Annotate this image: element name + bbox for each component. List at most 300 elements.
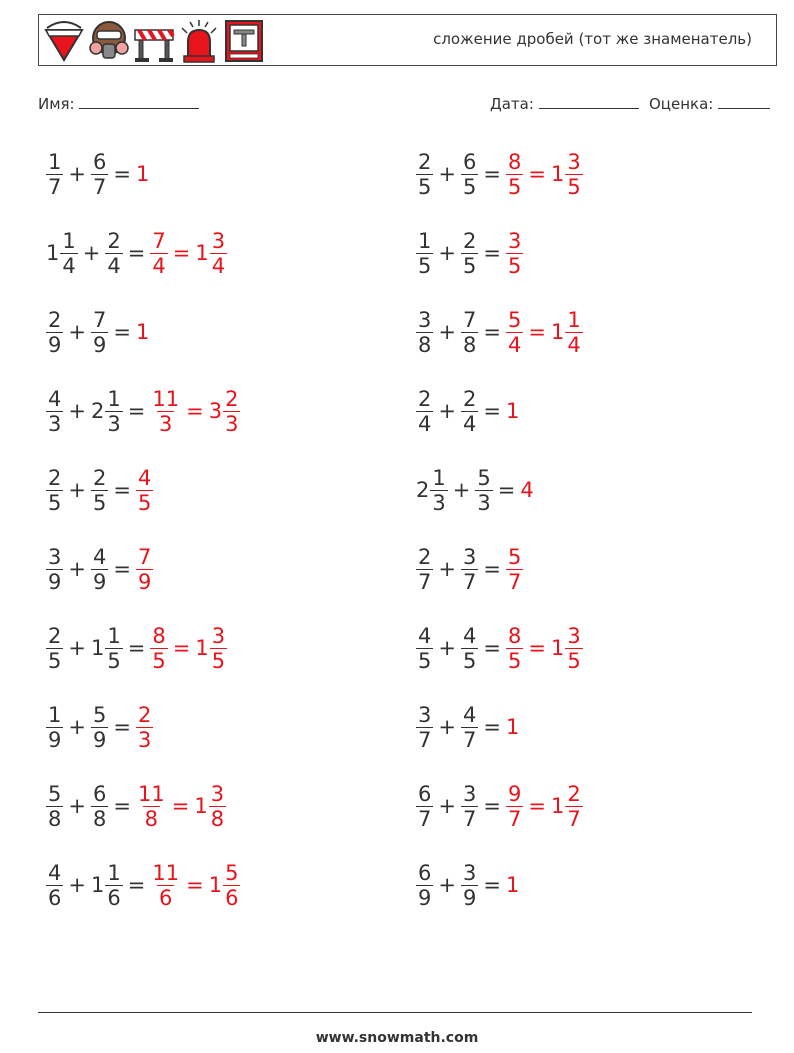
fraction [565,150,582,199]
equals-sign: = [483,636,501,660]
fraction [91,466,108,515]
plus-sign: + [438,636,456,660]
denominator: 3 [137,727,152,752]
denominator: 4 [152,253,166,278]
fraction [46,466,63,515]
equals-sign: = [483,162,501,186]
fraction [461,545,478,594]
gas-mask-icon [88,18,130,64]
denominator: 7 [567,806,581,831]
answer-term [551,624,583,673]
numerator: 3 [567,623,581,648]
problem-item [46,539,153,599]
problem-item [46,302,150,362]
addend-b [91,861,123,910]
numerator: 6 [92,781,107,806]
fraction [223,387,240,436]
answer-term [506,399,520,423]
answer [136,703,153,752]
numerator: 4 [418,623,432,648]
equals-sign: = [483,715,501,739]
addend-b [461,545,478,594]
answer-term [506,782,523,831]
fraction [565,624,582,673]
denominator: 5 [137,490,152,515]
denominator: 3 [432,490,446,515]
numerator: 3 [507,228,522,253]
fraction [416,229,433,278]
plus-sign: + [68,794,86,818]
numerator: 4 [462,702,477,727]
fraction [475,466,492,515]
answer [506,150,583,199]
whole-number: 3 [208,399,223,423]
addend-b [461,861,478,910]
answer-term [150,387,181,436]
equals-sign: = [172,241,191,265]
equals-sign: = [113,557,131,581]
name-field [38,94,199,113]
whole-number: 1 [505,715,520,739]
problem-item [416,144,583,204]
fraction [46,308,63,357]
numerator: 3 [210,781,225,806]
problem-item [46,460,153,520]
numerator: 2 [462,228,477,253]
answer [506,229,523,278]
addend-b [461,229,478,278]
addend-a [46,703,63,752]
siren-icon [178,18,220,64]
answer [136,162,150,186]
numerator: 1 [418,228,432,253]
numerator: 2 [48,465,62,490]
problem-item [416,697,520,757]
fraction [416,387,433,436]
numerator: 2 [48,623,62,648]
denominator: 8 [418,332,432,357]
answer [506,624,583,673]
denominator: 5 [567,174,581,199]
equals-sign: = [172,636,191,660]
numerator: 1 [48,149,62,174]
equals-sign: = [186,399,204,423]
numerator: 2 [418,386,432,411]
whole-number: 1 [550,320,565,344]
numerator: 8 [507,149,522,174]
whole-number: 1 [46,241,60,265]
denominator: 4 [107,253,121,278]
plus-sign: + [82,241,101,265]
equals-sign: = [483,241,501,265]
fraction [416,150,433,199]
whole-number: 1 [550,794,565,818]
addend-b [91,782,108,831]
numerator: 1 [62,228,76,253]
fraction [565,308,582,357]
plus-sign: + [452,478,471,502]
fraction [461,624,478,673]
plus-sign: + [68,399,86,423]
addend-a [46,545,63,594]
fraction [416,308,433,357]
numerator: 5 [507,307,522,332]
equals-sign: = [186,873,204,897]
numerator: 1 [107,623,121,648]
denominator: 4 [418,411,432,436]
answer [150,229,227,278]
fraction [209,782,226,831]
answer-term [506,873,520,897]
fraction [91,703,108,752]
denominator: 9 [48,727,62,752]
fraction [136,466,153,515]
answer [150,861,240,910]
plus-sign: + [438,399,456,423]
fraction [461,782,478,831]
denominator: 7 [418,806,432,831]
fraction [91,545,108,594]
numerator: 6 [462,149,477,174]
denominator: 5 [107,648,121,673]
numerator: 3 [211,228,226,253]
fraction [506,229,523,278]
addend-b [91,466,108,515]
denominator: 9 [462,885,477,910]
fraction [461,150,478,199]
numerator: 4 [48,860,62,885]
equals-sign: = [127,399,146,423]
denominator: 7 [462,569,477,594]
problem-item [416,776,583,836]
equals-sign: = [483,557,501,581]
plus-sign: + [68,873,86,897]
plus-sign: + [438,715,456,739]
problem-item [416,460,535,520]
answer [506,715,520,739]
plus-sign: + [438,873,456,897]
numerator: 2 [48,307,62,332]
numerator: 2 [418,544,432,569]
answer [150,387,240,436]
denominator: 9 [418,885,432,910]
denominator: 6 [225,885,239,910]
addend-a [416,466,448,515]
numerator: 6 [92,149,107,174]
answer [136,545,153,594]
fraction [46,703,63,752]
numerator: 5 [507,544,522,569]
denominator: 8 [48,806,62,831]
problem-item [46,776,226,836]
answer-term [136,782,167,831]
whole-number: 1 [90,636,105,660]
answer-term [209,861,241,910]
denominator: 4 [567,332,581,357]
numerator: 4 [92,544,107,569]
addend-a [46,782,63,831]
denominator: 6 [48,885,62,910]
numerator: 5 [48,781,62,806]
whole-number: 1 [550,636,565,660]
problem-item [416,855,520,915]
problem-item [416,618,583,678]
name-label: Имя: [38,95,75,113]
denominator: 9 [137,569,152,594]
addend-b [461,308,478,357]
fraction [416,624,433,673]
whole-number: 2 [416,478,430,502]
denominator: 5 [418,253,432,278]
fraction [150,624,167,673]
answer-term [136,466,153,515]
grade-field [649,94,770,113]
numerator: 1 [567,307,581,332]
denominator: 7 [507,806,522,831]
fraction [46,545,63,594]
addend-b [461,782,478,831]
addend-a [416,861,433,910]
numerator: 6 [418,781,432,806]
whole-number: 1 [195,241,209,265]
addend-b [461,387,478,436]
answer [136,782,226,831]
grade-blank[interactable] [718,94,770,109]
addend-a [46,466,63,515]
numerator: 3 [462,781,477,806]
addend-a [416,782,433,831]
whole-number: 1 [135,320,150,344]
fraction [210,229,227,278]
fraction [430,466,447,515]
equals-sign: = [113,320,131,344]
answer [506,545,523,594]
addend-a [416,308,433,357]
whole-number: 1 [194,794,208,818]
plus-sign: + [438,557,456,581]
fraction [210,624,227,673]
plus-sign: + [438,794,456,818]
equals-sign: = [113,794,131,818]
answer-term [506,715,520,739]
answer [136,320,150,344]
problem-item [46,223,227,283]
denominator: 3 [225,411,239,436]
fraction [105,229,122,278]
answer-term [195,229,227,278]
answer [506,308,583,357]
whole-number: 1 [208,873,223,897]
problem-item [46,144,150,204]
addend-a [416,150,433,199]
date-blank[interactable] [539,94,639,109]
fraction [461,308,478,357]
equals-sign: = [127,873,146,897]
numerator: 2 [92,465,107,490]
denominator: 7 [462,806,477,831]
plus-sign: + [68,557,86,581]
header-icons [43,18,265,64]
answer-term [551,308,583,357]
denominator: 4 [507,332,522,357]
addend-a [46,150,63,199]
answer-term [506,545,523,594]
addend-b [461,150,478,199]
fraction [416,545,433,594]
answer-term [551,782,583,831]
answer-term [506,624,523,673]
addend-b [475,466,492,515]
problem-item [416,539,523,599]
numerator: 4 [462,623,477,648]
equals-sign: = [113,162,131,186]
whole-number: 1 [505,399,520,423]
equals-sign: = [113,715,131,739]
numerator: 5 [92,702,107,727]
problem-item [46,855,240,915]
equals-sign: = [483,399,501,423]
worksheet-header [38,14,777,66]
addend-a [46,861,63,910]
numerator: 1 [48,702,62,727]
fraction [223,861,240,910]
denominator: 8 [92,806,107,831]
answer-term [551,150,583,199]
denominator: 6 [159,885,173,910]
denominator: 7 [507,569,522,594]
denominator: 5 [462,648,477,673]
fraction [46,624,63,673]
addend-a [46,229,78,278]
numerator: 11 [137,781,165,806]
fraction [461,387,478,436]
answer-term [150,229,167,278]
numerator: 3 [211,623,226,648]
fraction [506,782,523,831]
worksheet-title: сложение дробей (тот же знаменатель) [433,30,752,48]
numerator: 4 [137,465,152,490]
fraction [136,703,153,752]
answer-term [150,861,181,910]
fire-bucket-icon [43,18,85,64]
plus-sign: + [68,636,86,660]
denominator: 7 [48,174,62,199]
denominator: 4 [462,411,477,436]
whole-number: 2 [90,399,105,423]
name-blank[interactable] [79,94,199,109]
whole-number: 4 [520,478,534,502]
denominator: 6 [107,885,121,910]
denominator: 3 [107,411,121,436]
denominator: 5 [507,174,522,199]
addend-a [46,624,63,673]
addend-a [46,308,63,357]
fraction [46,861,63,910]
numerator: 11 [152,386,180,411]
answer-term [195,624,227,673]
fraction [91,308,108,357]
denominator: 7 [418,727,432,752]
plus-sign: + [68,162,86,186]
plus-sign: + [68,320,86,344]
numerator: 2 [567,781,581,806]
answer-term [194,782,226,831]
numerator: 1 [432,465,446,490]
answer [506,782,583,831]
problem-item [416,381,520,441]
addend-b [91,387,123,436]
addend-b [91,545,108,594]
fraction [416,703,433,752]
denominator: 5 [507,648,522,673]
numerator: 3 [567,149,581,174]
denominator: 5 [152,648,166,673]
answer-term [506,229,523,278]
numerator: 5 [225,860,239,885]
addend-b [105,229,122,278]
fraction [46,387,63,436]
numerator: 5 [477,465,491,490]
denominator: 3 [477,490,491,515]
denominator: 9 [92,569,107,594]
addend-b [91,624,123,673]
numerator: 3 [48,544,62,569]
denominator: 4 [62,253,76,278]
whole-number: 1 [135,162,150,186]
addend-b [461,624,478,673]
denominator: 9 [92,332,107,357]
denominator: 3 [159,411,173,436]
denominator: 8 [210,806,225,831]
fraction [105,861,122,910]
addend-a [416,387,433,436]
fraction [461,861,478,910]
equals-sign: = [483,794,501,818]
answer-term [506,308,523,357]
denominator: 9 [48,569,62,594]
denominator: 5 [48,648,62,673]
answer [150,624,227,673]
denominator: 9 [92,727,107,752]
equals-sign: = [528,320,546,344]
denominator: 3 [48,411,62,436]
answer-term [520,478,534,502]
fire-alarm-icon [223,18,265,64]
denominator: 5 [418,648,432,673]
addend-b [91,308,108,357]
numerator: 3 [418,307,432,332]
numerator: 1 [107,860,121,885]
fraction [46,150,63,199]
plus-sign: + [438,162,456,186]
fraction [506,308,523,357]
date-field [490,94,639,113]
addend-b [91,703,108,752]
plus-sign: + [68,478,86,502]
grade-label: Оценка: [649,95,714,113]
numerator: 8 [507,623,522,648]
denominator: 5 [462,253,477,278]
fraction [91,782,108,831]
denominator: 5 [48,490,62,515]
numerator: 9 [507,781,522,806]
answer [136,466,153,515]
numerator: 2 [462,386,477,411]
addend-b [91,150,108,199]
answer-term [136,162,150,186]
equals-sign: = [483,873,501,897]
fraction [105,624,122,673]
